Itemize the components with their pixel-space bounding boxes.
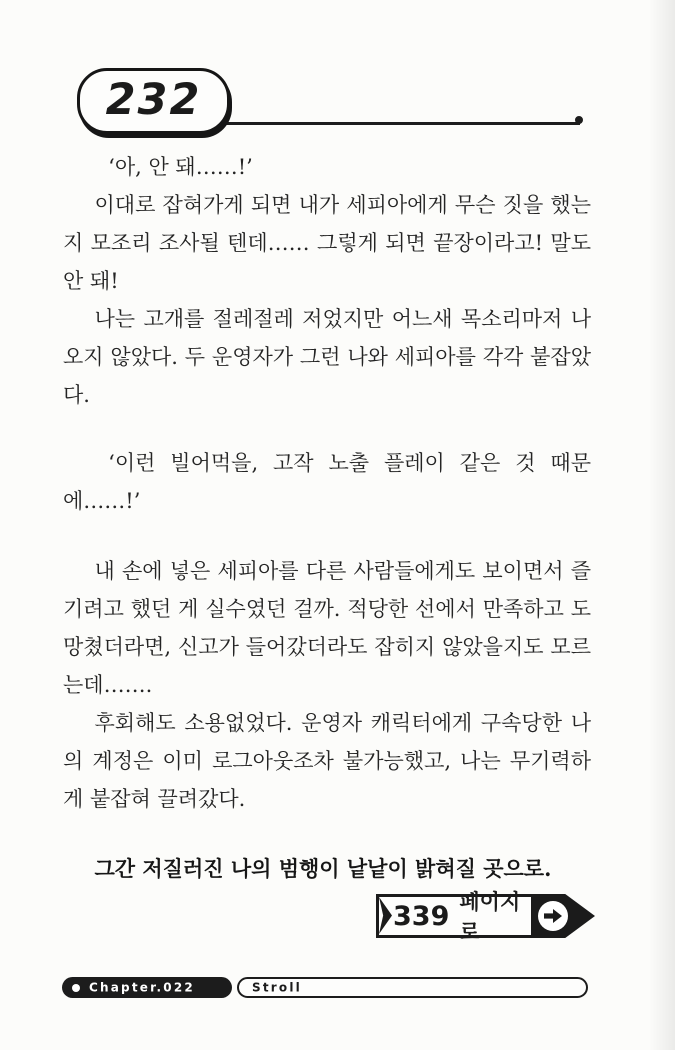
section-label: Stroll	[252, 980, 302, 994]
chapter-badge	[62, 977, 232, 998]
paragraph: ‘이런 빌어먹을, 고작 노출 플레이 같은 것 때문에……!’	[63, 451, 591, 513]
jump-target-page: 339	[393, 900, 450, 932]
paragraph: ‘아, 안 돼……!’	[108, 155, 253, 179]
page-edge-shading	[649, 0, 675, 1050]
paragraph: 내 손에 넣은 세피아를 다른 사람들에게도 보이면서 즐기려고 했던 게 실수였던 걸까. 적당한 선에서 만족하고 도망쳤더라면, 신고가 들어갔더라도 잡히지 않았을지도 모르는데…….	[63, 559, 591, 697]
paragraph: 후회해도 소용없었다. 운영자 캐릭터에게 구속당한 나의 계정은 이미 로그아웃조차 불가능했고, 나는 무기력하게 붙잡혀 끌려갔다.	[63, 711, 591, 811]
header-rule	[210, 122, 580, 125]
bullet-icon	[72, 984, 80, 992]
jump-arrow-pentagon	[533, 894, 595, 938]
page-number-badge	[77, 68, 230, 134]
page-jump-link[interactable]	[376, 890, 595, 944]
body-text	[63, 148, 591, 888]
section-badge	[237, 977, 588, 998]
jump-label-box	[376, 890, 534, 944]
paragraph: 이대로 잡혀가게 되면 내가 세피아에게 무슨 짓을 했는지 모조리 조사될 텐데…… 그렇게 되면 끝장이라고! 말도 안 돼!	[63, 193, 591, 293]
page-number: 232	[105, 75, 202, 125]
jump-suffix-label: 페이지로	[459, 890, 521, 944]
paragraph: 나는 고개를 절레절레 저었지만 어느새 목소리마저 나오지 않았다. 두 운영자가 그런 나와 세피아를 각각 붙잡았다.	[63, 307, 591, 407]
chapter-label: Chapter.022	[89, 980, 195, 994]
arrow-right-icon	[538, 901, 568, 931]
chevron-right-icon	[379, 897, 392, 934]
header-rule-end-circle-icon	[575, 116, 583, 124]
paragraph: 그간 저질러진 나의 범행이 낱낱이 밝혀질 곳으로.	[94, 856, 552, 881]
